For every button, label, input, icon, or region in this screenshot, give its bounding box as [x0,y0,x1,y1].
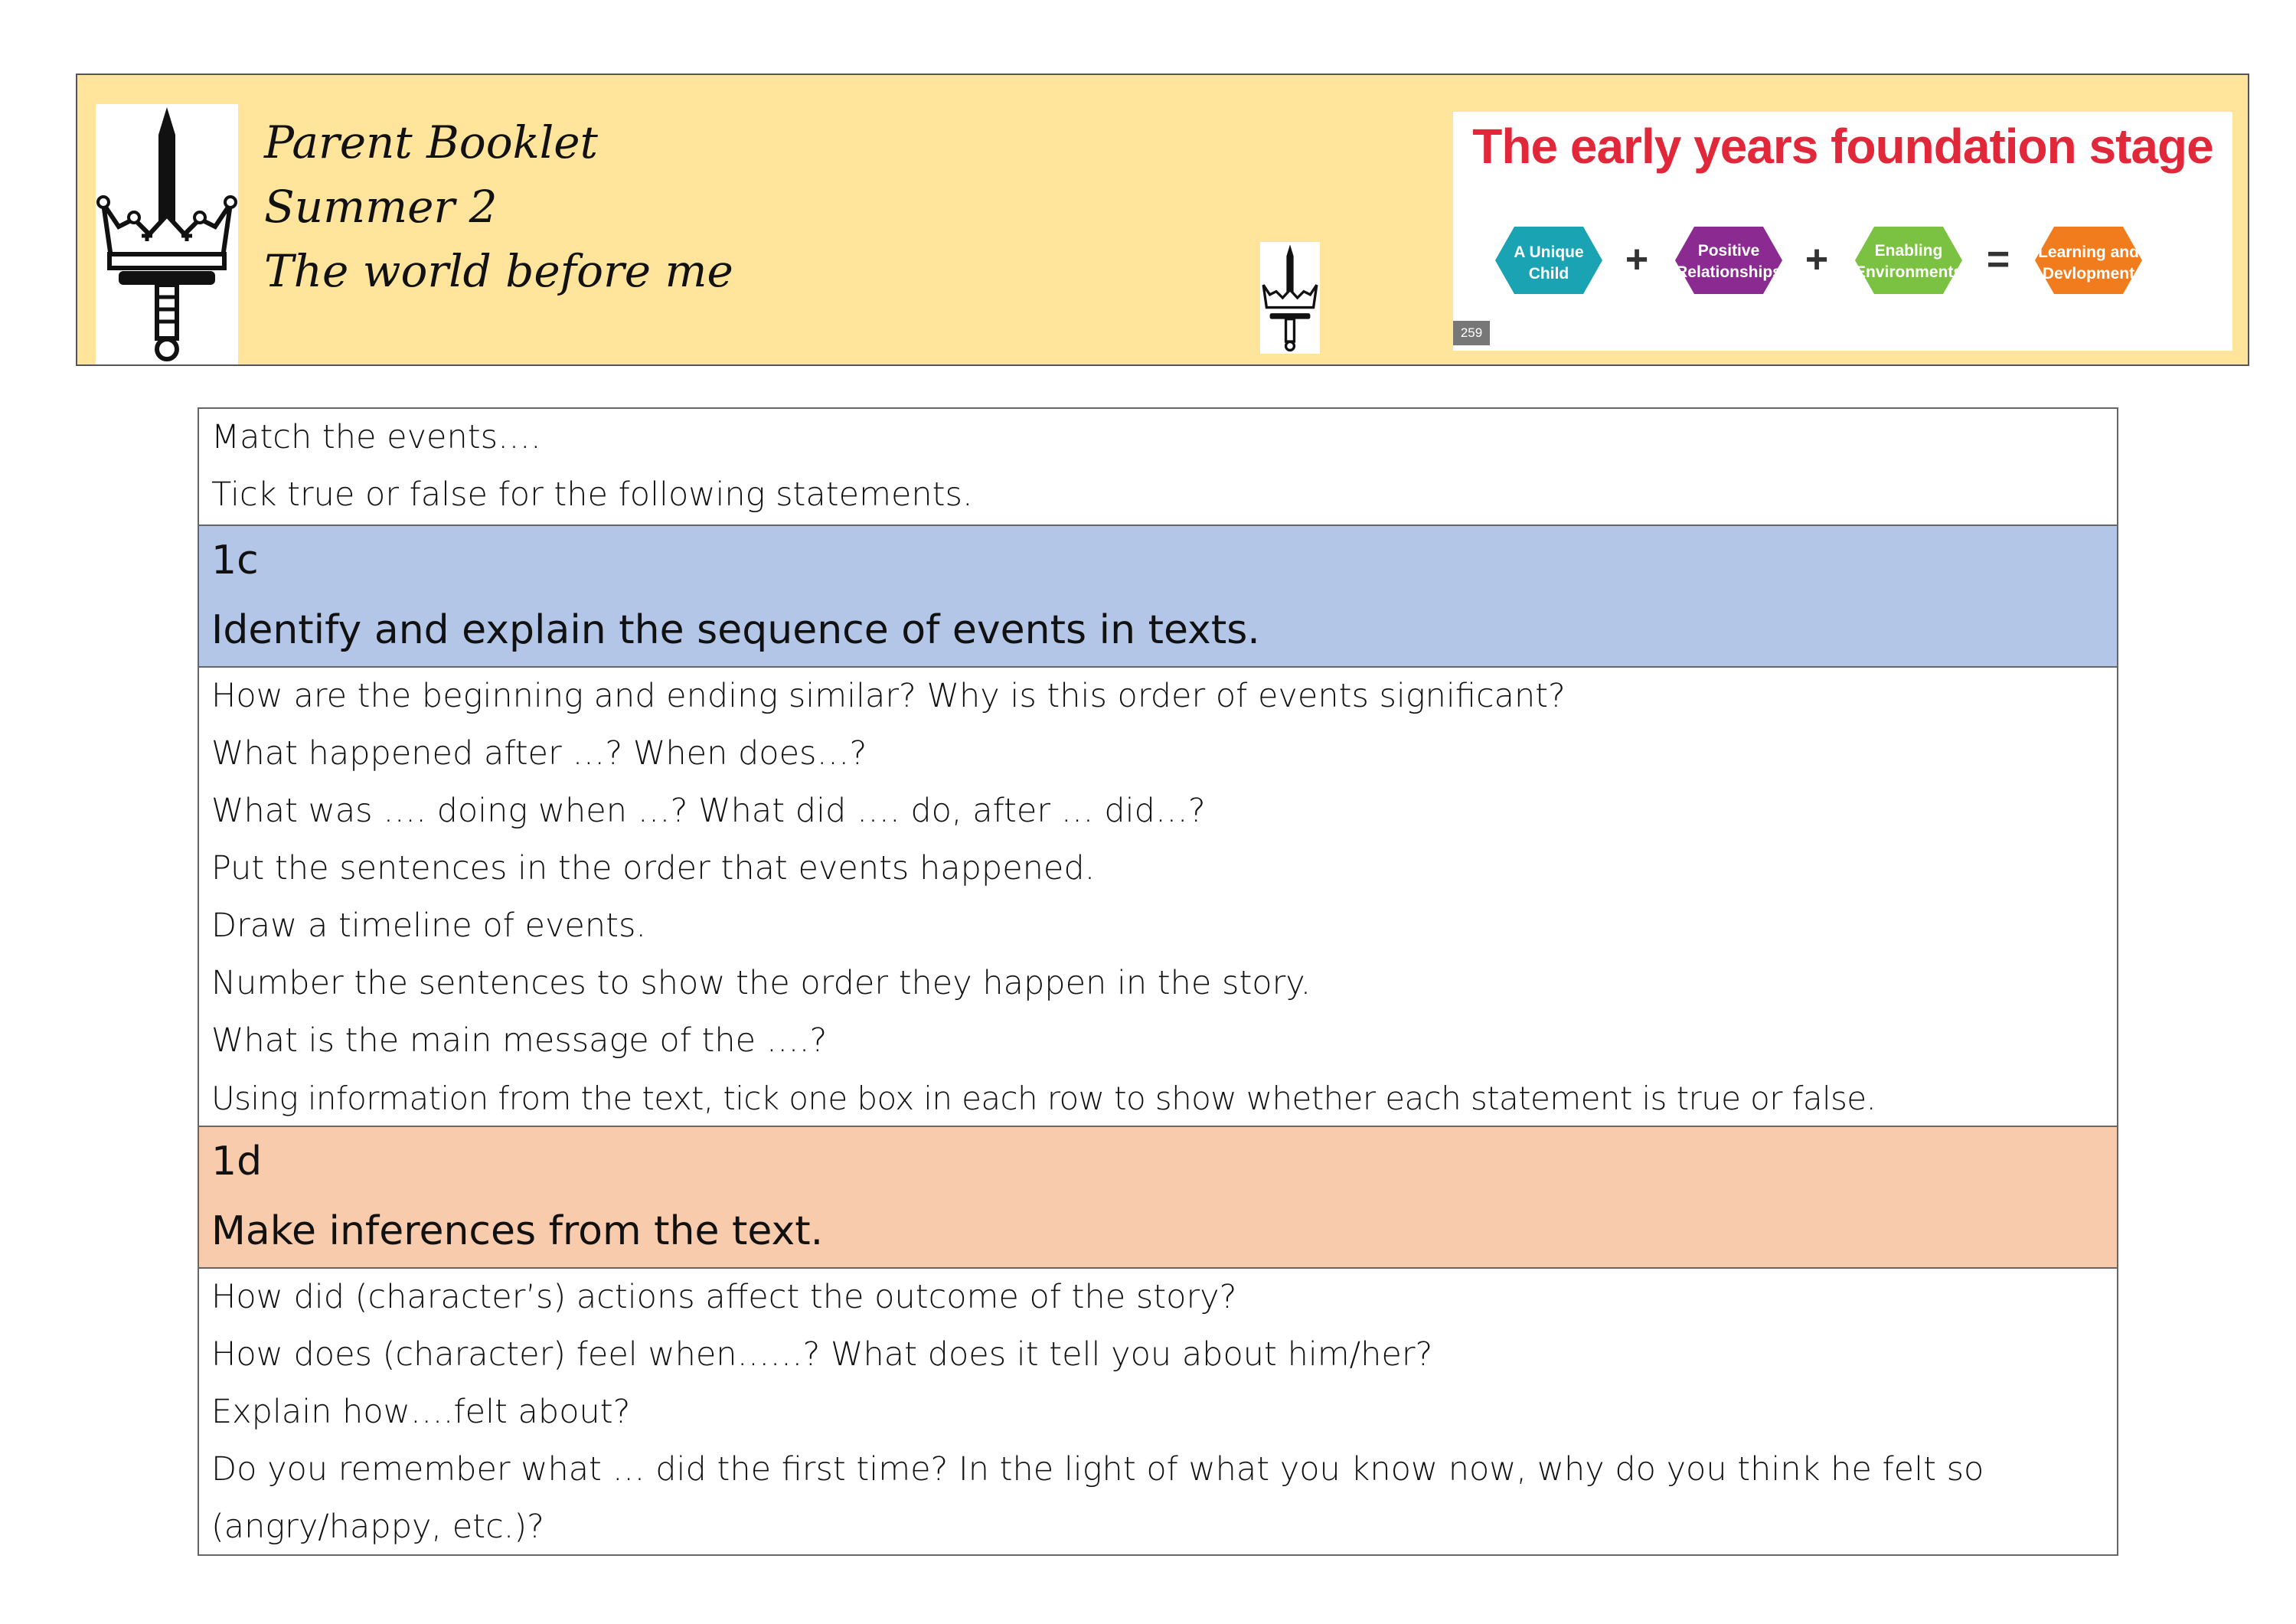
table-line: Tick true or false for the following statements. [211,475,973,514]
page-badge: 259 [1453,321,1490,345]
table-line: How are the beginning and ending similar? Why is this order of events significant? [211,677,1566,715]
table-line: Match the events…. [211,418,541,456]
school-crest-image [96,104,238,364]
eyfs-hexagon-enabling-environments [1855,227,1962,294]
booklet-title [264,110,733,303]
table-line: Draw a timeline of events. [211,907,647,945]
eyfs-diagram [1453,112,2232,351]
header-banner [76,74,2249,366]
eyfs-label-positive-relationships: Positive [1697,242,1760,260]
title-line: The world before me [264,245,733,297]
section-heading-1c [199,524,2117,666]
table-line: Explain how….felt about? [211,1393,631,1431]
eyfs-operator-plus: + [1625,237,1649,282]
eyfs-label-positive-relationships-2: Relationships [1676,263,1782,281]
eyfs-label-unique-child-2: Child [1528,265,1569,283]
title-line: Summer 2 [264,181,498,233]
section-code: 1d [211,1139,263,1185]
small-crest-image [1260,242,1320,354]
reading-skills-table [198,407,2118,1556]
table-line: How did (character’s) actions affect the outcome of the story? [211,1278,1237,1316]
eyfs-title: The early years foundation stage [1472,119,2213,174]
eyfs-graphic [1453,112,2232,351]
eyfs-operator-equals: = [1986,237,2010,282]
eyfs-hexagon-positive-relationships [1675,227,1782,294]
table-line: How does (character) feel when……? What does it tell you about him/her? [211,1335,1433,1374]
title-line: Parent Booklet [264,116,598,168]
section-heading: Identify and explain the sequence of events in texts. [211,607,1260,653]
section-heading: Make inferences from the text. [211,1208,824,1254]
section-code: 1c [211,538,259,583]
eyfs-label-unique-child: A Unique [1514,243,1584,261]
table-line: What happened after …? When does…? [211,734,867,773]
eyfs-label-learning-development: Learning and [2038,243,2139,261]
table-line: Using information from the text, tick one box in each row to show whether each statement is true or false. [211,1080,1876,1117]
intro-row [199,409,2117,524]
section-body-1d [199,1267,2117,1554]
table-line: Number the sentences to show the order they happen in the story. [211,964,1311,1002]
table-line: What is the main message of the ….? [211,1021,828,1060]
section-heading-1d [199,1126,2117,1267]
eyfs-label-enabling-environments-2: Environments [1854,263,1963,281]
section-body-1c [199,666,2117,1126]
eyfs-label-learning-development-2: Devlopment [2042,265,2135,283]
table-line: Do you remember what … did the first time? In the light of what you know now, why do you think he felt so (angry/happy, etc.)? [211,1450,1984,1546]
table-line: What was …. doing when …? What did …. do, after … did…? [211,792,1206,830]
eyfs-operator-plus: + [1804,237,1829,282]
table-line: Put the sentences in the order that events happened. [211,849,1096,887]
eyfs-label-enabling-environments: Enabling [1874,242,1943,260]
